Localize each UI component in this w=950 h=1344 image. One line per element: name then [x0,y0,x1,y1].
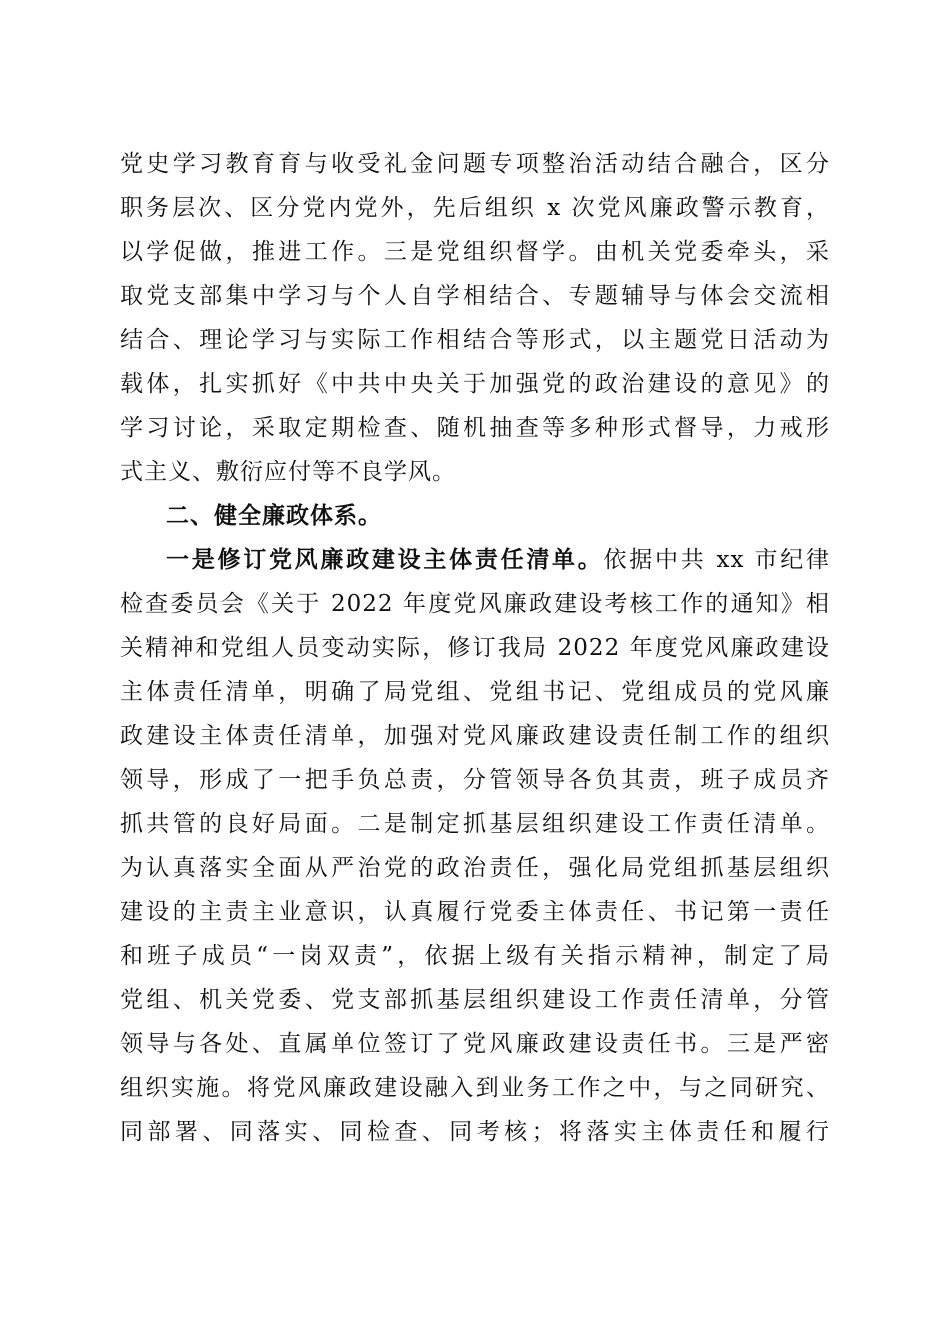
text-line: 载体，扎实抓好《中共中央关于加强党的政治建设的意见》的 [120,371,830,397]
text-line: 抓共管的良好局面。二是制定抓基层组织建设工作责任清单。 [120,811,830,837]
text-line: 政建设主体责任清单，加强对党风廉政建设责任制工作的组织 [120,723,830,749]
text-line: 以学促做，推进工作。三是党组织督学。由机关党委牵头，采 [120,239,830,265]
text-line: 为认真落实全面从严治党的政治责任，强化局党组抓基层组织 [120,855,830,881]
text-line: 领导，形成了一把手负总责，分管领导各负其责，班子成员齐 [120,767,830,793]
text-line: 主体责任清单，明确了局党组、党组书记、党组成员的党风廉 [120,679,830,705]
text-line: 建设的主责主业意识，认真履行党委主体责任、书记第一责任 [120,899,830,925]
section-heading: 二、健全廉政体系。 [166,503,382,529]
text-line: 职务层次、区分党内党外，先后组织 x 次党风廉政警示教育， [120,195,830,221]
text-line: 检查委员会《关于 2022 年度党风廉政建设考核工作的通知》相 [120,591,830,617]
paragraph-lead-rest: 依据中共 xx 市纪律 [603,547,830,573]
text-line: 和班子成员“一岗双责”，依据上级有关指示精神，制定了局 [120,943,830,969]
text-line: 党史学习教育育与收受礼金问题专项整治活动结合融合，区分 [120,151,830,177]
text-line: 组织实施。将党风廉政建设融入到业务工作之中，与之同研究、 [120,1075,830,1101]
paragraph-lead: 一是修订党风廉政建设主体责任清单。 [166,546,604,573]
text-line: 取党支部集中学习与个人自学相结合、专题辅导与体会交流相 [120,283,830,309]
text-line: 党组、机关党委、党支部抓基层组织建设工作责任清单，分管 [120,987,830,1013]
text-line: 关精神和党组人员变动实际，修订我局 2022 年度党风廉政建设 [120,635,830,661]
paragraph-first-line [120,538,830,582]
body-text [120,142,830,1154]
text-line: 领导与各处、直属单位签订了党风廉政建设责任书。三是严密 [120,1031,830,1057]
text-line: 同部署、同落实、同检查、同考核；将落实主体责任和履行 [120,1119,830,1145]
text-line: 学习讨论，采取定期检查、随机抽查等多种形式督导，力戒形 [120,415,830,441]
text-line: 式主义、敷衍应付等不良学风。 [120,459,456,485]
text-line: 结合、理论学习与实际工作相结合等形式，以主题党日活动为 [120,327,830,353]
